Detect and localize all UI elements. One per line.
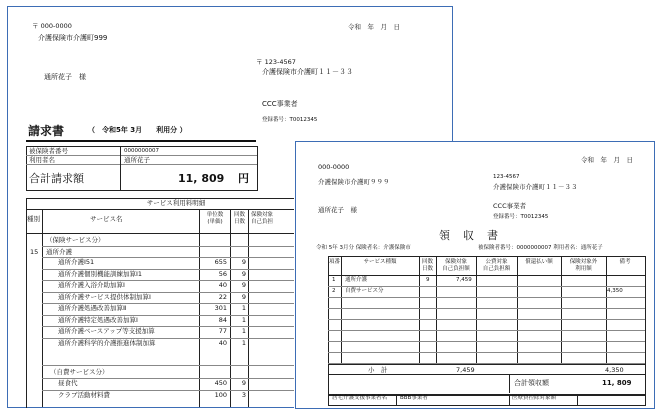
item-other: 4,350 (607, 288, 623, 294)
service-count: 1 (241, 338, 246, 347)
footer-office-value: BBB事業者 (400, 395, 428, 401)
col-count: 回数 日数 (233, 212, 245, 225)
self-name: 昼食代 (58, 379, 78, 387)
receipt-total-value: 11, 809 (602, 379, 632, 387)
self-name: クラブ活動材料費 (58, 390, 110, 399)
service-count: 9 (241, 281, 246, 289)
service-count: 1 (241, 304, 246, 312)
receipt-header-cell: 保険対象外 利用額 (569, 259, 598, 272)
subtotal-amount: 7,459 (456, 366, 475, 374)
receipt-info-right: 被保険者番号：0000000007 利用者名：通所花子 (478, 245, 603, 251)
insured-no-value: 0000000007 (124, 148, 159, 154)
receipt-provider-postal: 123-4567 (493, 174, 520, 180)
service-name: 通所介護個別機能訓練加算Ⅰ1 (58, 269, 143, 278)
total-unit: 円 (238, 172, 249, 185)
service-name: 通所介護Ⅰ51 (58, 258, 95, 266)
receipt-info-left: 令和 5年 3月分 保険者名：介護保険市 (316, 245, 411, 251)
service-name: 通所介護特定処遇改善加算Ⅰ (58, 315, 138, 324)
invoice-postal-code: 〒 000-0000 (32, 22, 72, 30)
service-unit: 301 (214, 304, 227, 312)
user-name-label: 利用者名 (29, 156, 55, 164)
service-name: 通所介護科学的介護推進体制加算 (58, 338, 156, 347)
receipt-title: 領 収 書 (439, 229, 499, 242)
self-count: 3 (241, 390, 246, 399)
service-name: 通所介護ベースアップ等支援加算 (58, 327, 155, 335)
item-no: 2 (332, 288, 336, 294)
item-name: 通所介護 (345, 277, 368, 283)
self-unit: 450 (214, 379, 227, 387)
invoice-provider-name: CCC事業者 (262, 100, 298, 108)
invoice-provider-address: 介護保険市介護町１１－３３ (262, 68, 353, 76)
section-self: （自費サービス分） (50, 368, 109, 376)
receipt-header-cell: サービス種類 (363, 259, 397, 265)
invoice-date: 令和 年 月 日 (348, 23, 400, 31)
total-value: 11, 809 (178, 172, 225, 185)
column-divider (341, 256, 342, 364)
receipt-header-cell: 備考 (619, 259, 631, 265)
receipt-recipient: 通所花子 様 (318, 206, 357, 214)
receipt-total-label: 合計領収額 (514, 379, 549, 387)
insured-no-label: 被保険者番号 (29, 147, 68, 155)
receipt-address: 介護保険市介護町９９９ (318, 178, 390, 186)
service-name: 通所介護処遇改善加算Ⅱ (58, 304, 127, 312)
self-unit: 100 (214, 390, 227, 399)
receipt-header-cell: 項番 (328, 259, 340, 265)
invoice-provider-postal: 〒 123-4567 (256, 58, 296, 66)
footer-deduction: 医療費控除対象額 (512, 395, 557, 401)
receipt-header-cell: 保険対象 自己負担額 (442, 259, 470, 272)
service-unit: 40 (218, 338, 227, 347)
column-divider (517, 256, 518, 364)
receipt-postal-code: 000-0000 (318, 163, 350, 171)
receipt-row-divider (328, 341, 645, 342)
service-count: 9 (241, 269, 246, 278)
receipt-date: 令和 年 月 日 (581, 156, 633, 164)
service-count: 9 (241, 258, 246, 266)
column-divider (606, 256, 607, 364)
service-unit: 77 (218, 327, 227, 335)
service-name: 通所介護サービス提供体制加算Ⅰ (58, 292, 151, 301)
service-unit: 84 (218, 315, 227, 324)
service-unit: 56 (218, 269, 227, 278)
item-name: 自費サービス分 (345, 288, 384, 294)
col-kind: 種別 (27, 215, 40, 223)
service-count: 1 (241, 315, 246, 324)
item-no: 1 (332, 277, 336, 283)
receipt-provider-address: 介護保険市介護町１１－３３ (493, 183, 578, 191)
receipt-document (295, 141, 655, 409)
receipt-row-divider (328, 330, 645, 331)
footer-office-label: 居宅介護支援事業者名 (332, 395, 388, 401)
service-count: 1 (241, 327, 246, 335)
invoice-registration: 登録番号：T0012345 (262, 117, 318, 123)
receipt-registration: 登録番号：T0012345 (493, 214, 549, 220)
receipt-header-cell: 公費対象 自己負担額 (482, 259, 511, 272)
title-underline (26, 140, 256, 142)
total-label: 合計請求額 (29, 172, 84, 185)
receipt-row-divider (328, 286, 645, 287)
col-service: サービス名 (90, 215, 123, 223)
subtotal-label: 小 計 (368, 366, 388, 374)
receipt-row-divider (328, 308, 645, 309)
receipt-provider-name: CCC事業者 (493, 202, 527, 210)
service-count: 9 (241, 292, 246, 301)
receipt-row-divider (328, 319, 645, 320)
row-divider (42, 378, 327, 379)
receipt-header-cell: 回数 日数 (421, 259, 433, 272)
item-amount: 7,459 (456, 277, 472, 283)
service-name: 通所介護入浴介助加算Ⅰ (58, 281, 125, 289)
section-code: 15 (30, 248, 39, 256)
col-target: 保険対象 自己負担 (251, 212, 274, 225)
invoice-recipient: 通所花子 様 (44, 73, 86, 81)
service-unit: 22 (218, 292, 227, 301)
section-service: 通所介護 (46, 248, 72, 256)
section-insured: （保険サービス分） (46, 236, 105, 244)
invoice-address: 介護保険市介護町999 (38, 34, 108, 42)
invoice-title: 請求書 (28, 124, 65, 138)
item-count: 9 (426, 277, 430, 283)
detail-title: サービス利用料明細 (146, 199, 206, 207)
invoice-period: （ 令和5年 3月 利用分 ） (88, 126, 187, 134)
self-count: 9 (241, 379, 246, 387)
service-unit: 40 (218, 281, 227, 289)
receipt-header-cell: 償還払い額 (525, 259, 553, 265)
receipt-row-divider (328, 352, 645, 353)
receipt-row-divider (328, 297, 645, 298)
col-unit: 単位数 (単価) (206, 212, 224, 225)
subtotal-other: 4,350 (605, 366, 624, 374)
user-name-value: 通所花子 (124, 156, 150, 164)
service-unit: 655 (214, 258, 227, 266)
